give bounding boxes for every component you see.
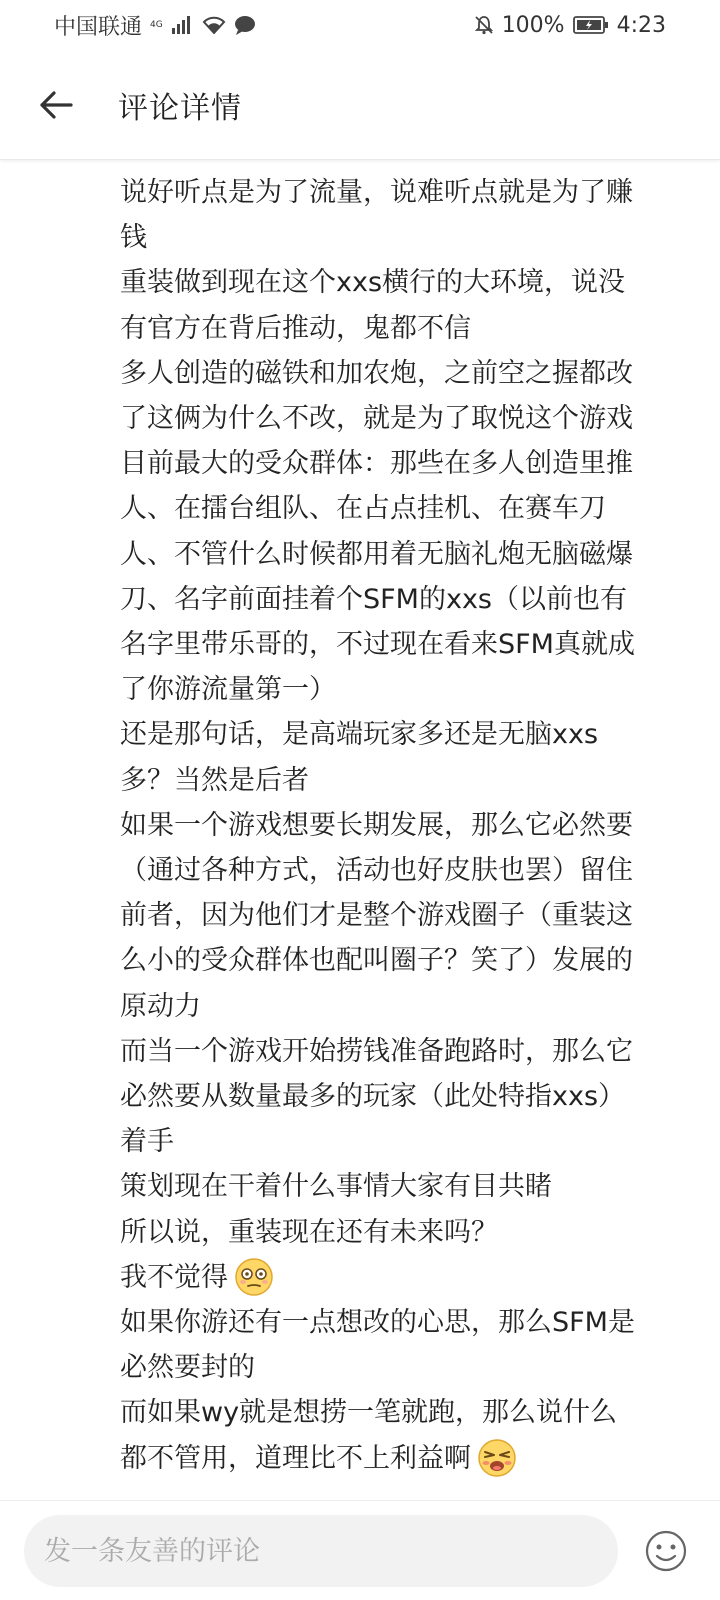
dizzy-face-emoji-icon bbox=[234, 1257, 274, 1297]
comment-footer bbox=[0, 1500, 720, 1600]
comment-line: 而如果wy就是想捞一笔就跑，那么说什么 bbox=[120, 1397, 618, 1429]
comment-line: 前者，因为他们才是整个游戏圈子（重装这 bbox=[120, 900, 633, 932]
comment-line: 钱 bbox=[120, 222, 147, 254]
status-bar bbox=[0, 0, 720, 50]
wifi-icon bbox=[202, 16, 226, 34]
comment-line: 所以说，重装现在还有未来吗？ bbox=[120, 1216, 498, 1248]
smile-icon bbox=[644, 1529, 688, 1573]
mute-bell-icon bbox=[474, 15, 494, 35]
status-right bbox=[474, 13, 666, 38]
comment-body bbox=[120, 170, 694, 1500]
battery-icon bbox=[573, 16, 609, 34]
comment-line: 策划现在干着什么事情大家有目共睹 bbox=[120, 1171, 552, 1203]
comment-line: 了这俩为什么不改，就是为了取悦这个游戏 bbox=[120, 403, 633, 435]
comment-line: 了你游流量第一） bbox=[120, 674, 336, 706]
comment-line-text: 我不觉得 bbox=[120, 1261, 228, 1293]
comment-line: 还是那句话，是高端玩家多还是无脑xxs bbox=[120, 719, 599, 751]
comment-line: 么小的受众群体也配叫圈子？笑了）发展的 bbox=[120, 945, 633, 977]
emoji-button[interactable] bbox=[644, 1529, 688, 1573]
comment-line: 着手 bbox=[120, 1126, 174, 1158]
battery-percent: 100% bbox=[501, 12, 565, 38]
comment-line: 原动力 bbox=[120, 990, 201, 1022]
comment-line: （通过各种方式，活动也好皮肤也罢）留住 bbox=[120, 855, 633, 887]
comment-line: 必然要封的 bbox=[120, 1352, 255, 1384]
comment-line: 名字里带乐哥的，不过现在看来SFM真就成 bbox=[120, 629, 635, 661]
header bbox=[0, 50, 720, 160]
comment-line: 而当一个游戏开始捞钱准备跑路时，那么它 bbox=[120, 1035, 633, 1067]
comment-line: 人、在擂台组队、在占点挂机、在赛车刀 bbox=[120, 493, 606, 525]
comment-line-with-emoji bbox=[120, 1255, 694, 1300]
comment-line: 如果你游还有一点想改的心思，那么SFM是 bbox=[120, 1307, 635, 1339]
back-button[interactable] bbox=[26, 75, 86, 135]
comment-input[interactable] bbox=[24, 1515, 618, 1587]
comment-line: 刀、名字前面挂着个SFM的xxs（以前也有 bbox=[120, 583, 627, 615]
comment-line: 如果一个游戏想要长期发展，那么它必然要 bbox=[120, 809, 633, 841]
network-type: 4G bbox=[150, 19, 163, 30]
page-title: 评论详情 bbox=[118, 90, 242, 126]
comment-line: 有官方在背后推动，鬼都不信 bbox=[120, 312, 471, 344]
comment-line: 说好听点是为了流量，说难听点就是为了赚 bbox=[120, 177, 633, 208]
arrow-left-icon bbox=[39, 90, 73, 120]
comment-line-text: 都不管用，道理比不上利益啊 bbox=[120, 1442, 471, 1474]
comment-line: 多人创造的磁铁和加农炮，之前空之握都改 bbox=[120, 357, 633, 389]
signal-icon bbox=[172, 16, 194, 34]
comment-line: 重装做到现在这个xxs横行的大环境，说没 bbox=[120, 267, 626, 299]
comment-line-with-emoji bbox=[120, 1436, 694, 1481]
status-left bbox=[54, 10, 256, 41]
comment-line: 目前最大的受众群体：那些在多人创造里推 bbox=[120, 448, 633, 480]
flushed-face-emoji-icon bbox=[477, 1438, 517, 1478]
comment-line: 多？当然是后者 bbox=[120, 764, 309, 796]
message-icon bbox=[234, 15, 256, 35]
carrier-label: 中国联通 bbox=[54, 14, 143, 40]
clock: 4:23 bbox=[616, 12, 666, 38]
comment-line: 必然要从数量最多的玩家（此处特指xxs） bbox=[120, 1081, 626, 1113]
comment-line: 人、不管什么时候都用着无脑礼炮无脑磁爆 bbox=[120, 538, 633, 570]
